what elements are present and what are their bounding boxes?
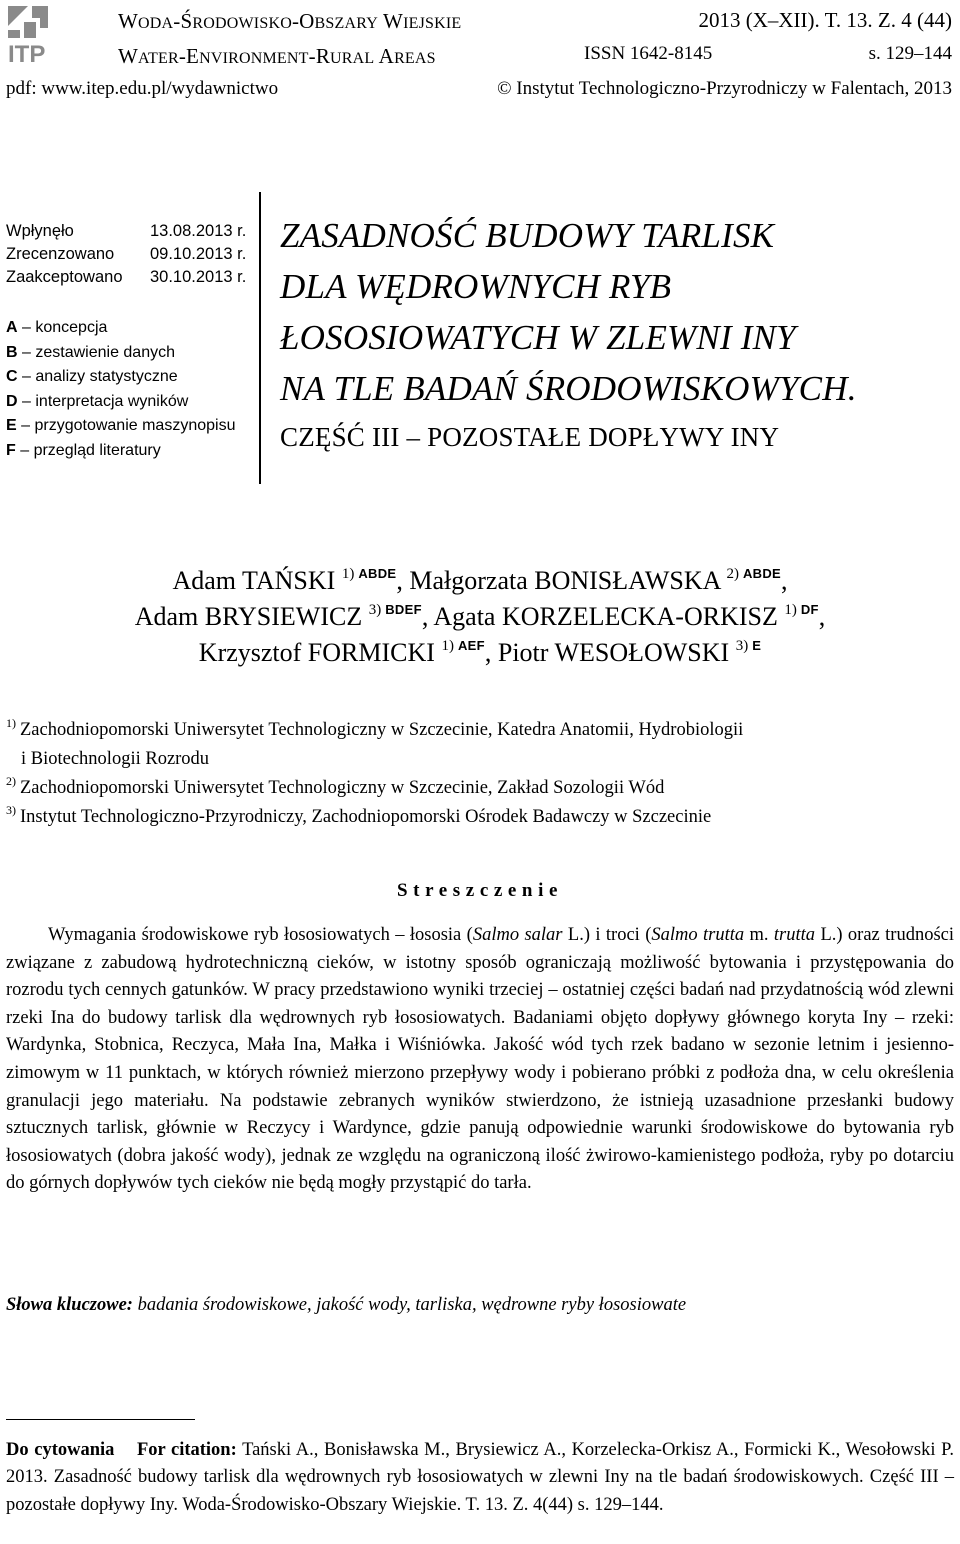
abstract-body: Wymagania środowiskowe ryb łososiowatych – łososia (Salmo salar L.) i troci (Salmo trutta m. trutta L.) oraz trudności związane z zabudową hydrotechniczną cieków, w istotny sposób ograniczają możliwość bytowania i przystępowania do rozrodu tych cennych gatunków. W pracy przedstawiono wyniki trzeciej – ostatniej części badań nad przydatnością wód zlewni rzeki Ina do budowy tarlisk dla wędrownych ryb łososiowatych. Badaniami objęto dopływy głównego koryta Iny – rzeki: Wardynka, Stobnica, Reczyca, Mała Ina, Małka i Wiśniówka. Jakość wód tych rzek badano w sezonie letnim i jesienno-zimowym w 11 punktach, w których również mierzono przepływy wody i pobierano próbki z podłoża dna, w celu określenia granulacji jego materiału. Na podstawie zebranych wyników stwierdzono, że istnieją uzasadnione przesłanki budowy sztucznych tarlisk, głównie w Reczycy i Wardynce, gdzie panują odpowiednie warunki środowiskowe do bytowania ryb łososiowatych (dobra jakość wody), jednak ze względu na ograniczoną ilość żwirowo-kamienistego podłoża, ryby po dotarciu do górnych dopływów tych cieków nie będą mogły przystąpić do tarła. [6,925,954,1194]
date-label-received: Wpłynęło [6,222,74,240]
title-line: DLA WĘDROWNYCH RYB [280,267,672,306]
title-line: ŁOSOSIOWATYCH W ZLEWNI INY [280,318,796,357]
affiliation-item: $^{1)}$ Zachodniopomorski Uniwersytet Technologiczny w Szczecinie, Katedra Anatomii, Hydrobiologii [6,716,744,740]
journal-pages: s. 129–144 [868,43,952,64]
author-roles: BDEF [385,602,422,617]
author-roles: E [752,638,762,653]
citation-label-pl: Do cytowania [6,1440,115,1460]
article-title [280,210,857,414]
contribution-item: E – przygotowanie maszynopisu [6,417,236,434]
title-line: NA TLE BADAŃ ŚRODOWISKOWYCH. [280,369,857,408]
contribution-legend [6,316,235,463]
date-reviewed: 09.10.2013 r. [150,245,247,263]
author-name: Piotr WESOŁOWSKI [497,638,730,667]
pdf-link[interactable]: pdf: www.itep.edu.pl/wydawnictwo [6,78,279,99]
date-labels [6,220,146,289]
date-label-accepted: Zaakceptowano [6,268,123,286]
logo-text: ITP [8,41,46,64]
author-roles: DF [800,602,819,617]
article-subtitle: CZĘŚĆ III – POZOSTAŁE DOPŁYWY INY [280,422,780,452]
journal-issn: ISSN 1642-8145 [584,43,713,64]
date-accepted: 30.10.2013 r. [150,268,247,286]
contribution-item: F – przegląd literatury [6,441,161,459]
author-affiliation: 1) [341,566,355,582]
author-roles: ABDE [742,566,781,581]
title-line: ZASADNOŚĆ BUDOWY TARLISK [280,216,775,255]
authors-line-2: Adam BRYSIEWICZ $^{3)}$ $^{BDEF}$, Agata KORZELECKA-ORKISZ $^{1)}$ $^{DF}$, [134,602,826,631]
journal-name-pl: WODA-ŚRODOWISKO-OBSZARY WIEJSKIE [118,9,462,33]
journal-name-en: WATER-ENVIRONMENT-RURAL AREAS [118,44,436,68]
author-name: Agata KORZELECKA-ORKISZ [433,602,778,631]
author-affiliation: 3) [368,602,382,618]
author-name: Adam TAŃSKI [172,566,336,595]
footnote-rule [6,1419,195,1420]
author-name: Adam BRYSIEWICZ [134,602,363,631]
citation-label-en: For citation: [136,1440,237,1460]
affiliation-item-continued: i Biotechnologii Rozrodu [21,749,210,769]
author-roles: ABDE [358,566,397,581]
citation [6,1437,954,1519]
affiliation-item: $^{3)}$ Instytut Technologiczno-Przyrodniczy, Zachodniopomorski Ośrodek Badawczy w Szczecinie [6,803,712,827]
citation-text: Tański A., Bonisławska M., Brysiewicz A., Korzelecka-Orkisz A., Formicki K., Wesołowski P. 2013. Zasadność budowy tarlisk dla wędrownych ryb łososiowatych w zlewni Iny na tle badań środowiskowych. Część III – pozostałe dopływy Iny. Woda-Środowisko-Obszary Wiejskie. T. 13. Z. 4(44) s. 129–144. [6,1440,954,1515]
affiliation-item: $^{2)}$ Zachodniopomorski Uniwersytet Technologiczny w Szczecinie, Zakład Sozologii Wód [6,774,665,798]
contribution-item: B – zestawienie danych [6,343,175,361]
keywords-text: badania środowiskowe, jakość wody, tarliska, wędrowne ryby łososiowate [132,1295,687,1315]
date-received: 13.08.2013 r. [150,222,247,240]
author-affiliation: 1) [441,638,454,654]
date-label-reviewed: Zrecenzowano [6,245,115,263]
authors-line-1: Adam TAŃSKI $^{1)}$ $^{ABDE}$, Małgorzata BONISŁAWSKA $^{2)}$ $^{ABDE}$, [172,566,788,595]
copyright-note: © Instytut Technologiczno-Przyrodniczy w Falentach, 2013 [497,78,952,99]
author-affiliation: 2) [726,566,739,582]
itp-logo [6,4,88,64]
contribution-item: A – koncepcja [6,319,108,336]
vertical-divider [259,192,261,484]
author-name: Małgorzata BONISŁAWSKA [409,566,720,595]
date-values [150,220,246,289]
affiliations [6,716,946,832]
contribution-item: C – analizy statystyczne [6,368,178,385]
authors-line-3: Krzysztof FORMICKI $^{1)}$ $^{AEF}$, Piotr WESOŁOWSKI $^{3)}$ $^E$ [198,638,762,667]
author-affiliation: 3) [735,638,749,654]
keywords [6,1295,954,1316]
author-roles: AEF [457,638,485,653]
contribution-item: D – interpretacja wyników [6,392,189,410]
author-affiliation: 1) [784,602,797,618]
journal-volume: 2013 (X–XII). T. 13. Z. 4 (44) [698,8,952,32]
keywords-label: Słowa kluczowe: [6,1295,133,1315]
abstract-heading: Streszczenie [396,880,564,901]
author-name: Krzysztof FORMICKI [198,638,435,667]
